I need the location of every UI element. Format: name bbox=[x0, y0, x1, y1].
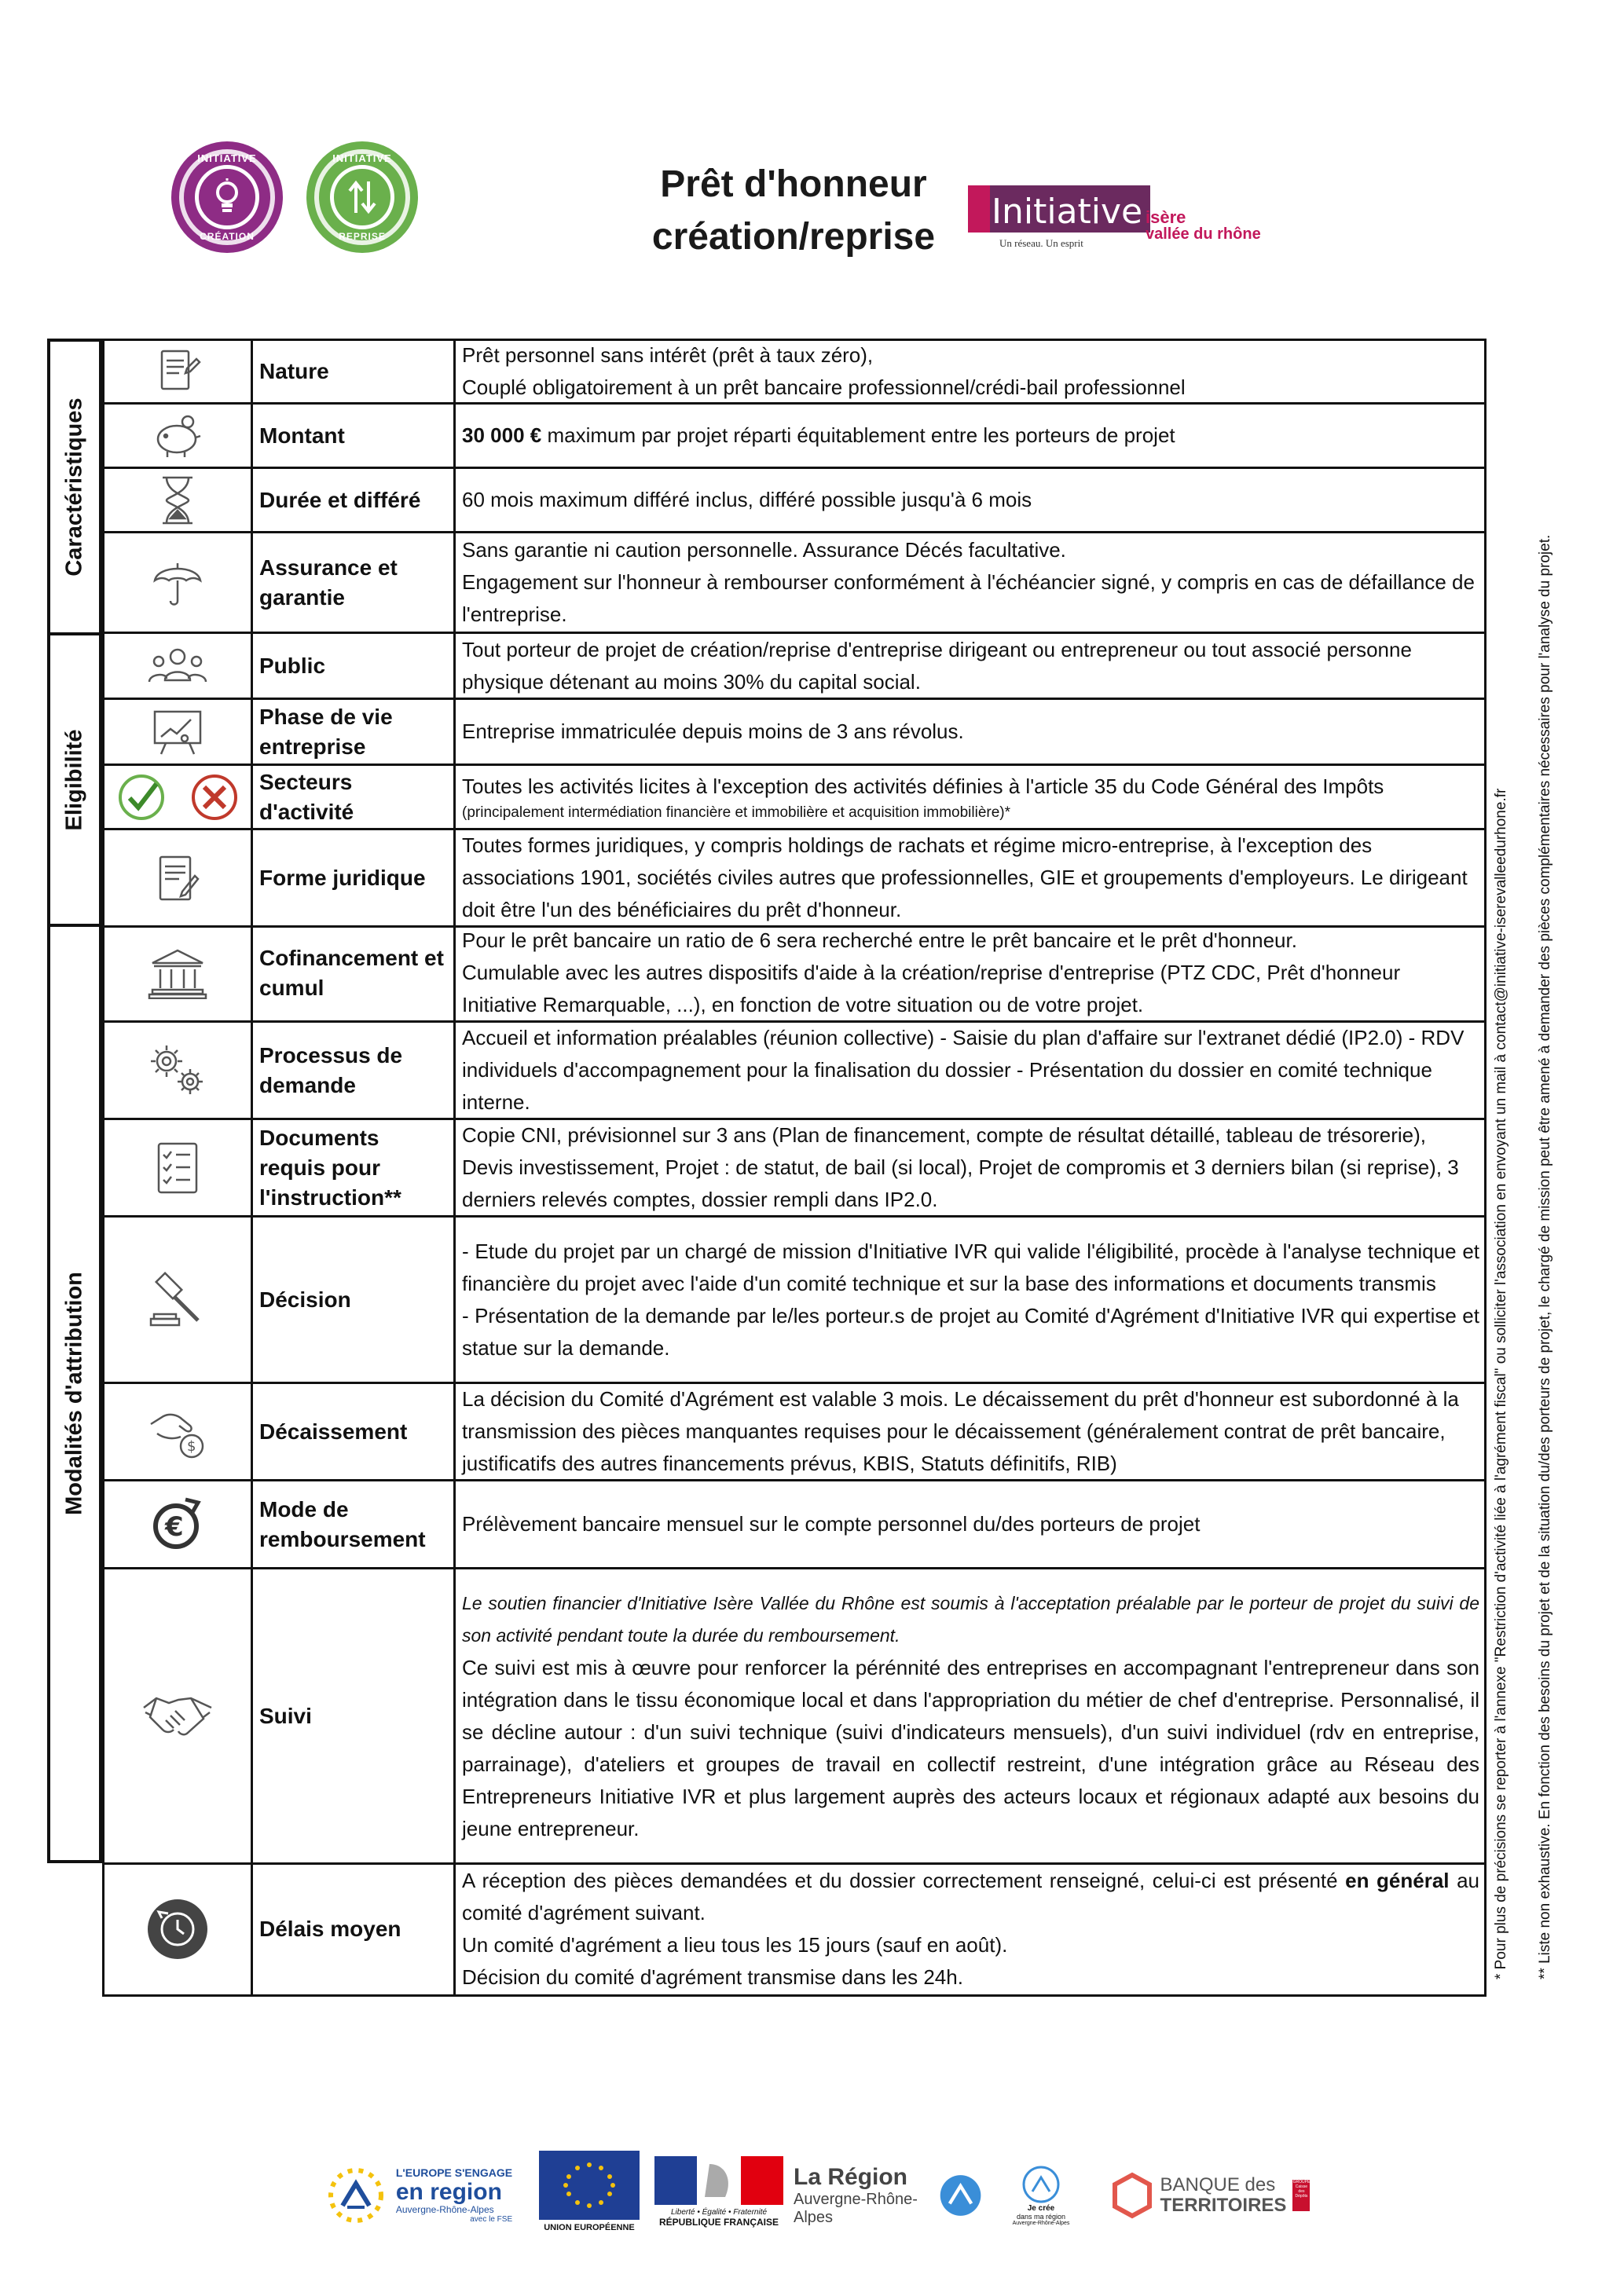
row-text-line: Un comité d'agrément a lieu tous les 15 jours (sauf en août). bbox=[462, 1932, 1008, 1957]
row-montant bbox=[102, 405, 1487, 469]
row-text bbox=[456, 1384, 1487, 1481]
row-label: Nature bbox=[253, 339, 456, 405]
row-text-line: Accueil et information préalables (réunion collective) - Saisie du plan d'affaire sur l'extranet dédié (IP2.0) - RDV individuels d'accompagnement pour la finalisation du dossier - Présentation du dossier en comité technique interne. bbox=[462, 1026, 1465, 1114]
row-text bbox=[456, 405, 1487, 469]
eu-flag-icon bbox=[539, 2151, 640, 2220]
svg-text:€: € bbox=[165, 1511, 184, 1543]
footer-text: dans ma région bbox=[1016, 2213, 1066, 2221]
eu-stars-icon bbox=[321, 2160, 391, 2231]
page-title-line1: Prêt d'honneur bbox=[660, 163, 927, 205]
delay-text-pre: A réception des pièces demandées et du dossier correctement renseigné, celui-ci est présenté bbox=[462, 1868, 1338, 1892]
hexagon-icon bbox=[1110, 2172, 1154, 2219]
row-text bbox=[456, 1481, 1487, 1569]
row-text-line: Pour le prêt bancaire un ratio de 6 sera recherché entre le prêt bancaire et le prêt d'honneur. bbox=[462, 928, 1297, 952]
row-secteurs bbox=[102, 766, 1487, 830]
footer-text: L'EUROPE S'ENGAGE bbox=[395, 2166, 513, 2179]
row-text-line: Engagement sur l'honneur à rembourser conformément à l'échéancier signé, y compris en cas de défaillance de l'entreprise. bbox=[462, 570, 1475, 626]
footer-logo-la-region bbox=[794, 2152, 982, 2239]
side-note-2: ** Liste non exhaustive. En fonction des besoins du projet et de la situation du/des porteurs de projet, le chargé de mission peut être amené à demander des pièces complémentaires nécessaires pour l'analyse du projet. bbox=[1537, 534, 1553, 1979]
footer-text: GROUPE Caisse des Dépôts bbox=[1292, 2180, 1311, 2199]
row-text bbox=[456, 634, 1487, 700]
row-text bbox=[456, 1569, 1487, 1865]
side-note-1: * Pour plus de précisions se reporter à l'annexe "Restriction d'activité liée à l'agrément fiscal" ou solliciter l'association en envoyant un mail à contact@initiative-iserevalleedurhone.fr bbox=[1493, 788, 1509, 1979]
row-text bbox=[456, 925, 1487, 1023]
row-text-line: Copie CNI, prévisionnel sur 3 ans (Plan de financement, compte de résultat détaillé, tableau de trésorerie), Devis investissement, Projet : de statut, de bail (si local), Projet de compromis et 3 derniers bilan (si reprise), 3 derniers relevés comptes, dossier rempli dans IP2.0. bbox=[462, 1123, 1459, 1211]
lightbulb-icon bbox=[195, 165, 259, 229]
row-label: Processus de demande bbox=[253, 1023, 456, 1120]
piggy-bank-icon bbox=[102, 405, 253, 469]
gavel-icon bbox=[102, 1218, 253, 1384]
row-text-line: Prélèvement bancaire mensuel sur le compte personnel du/des porteurs de projet bbox=[462, 1512, 1201, 1536]
footer-text: en region bbox=[395, 2179, 502, 2206]
row-label: Phase de vie entreprise bbox=[253, 700, 456, 766]
presentation-board-icon bbox=[102, 700, 253, 766]
row-decision bbox=[102, 1218, 1487, 1384]
row-documents bbox=[102, 1120, 1487, 1218]
row-text bbox=[456, 1863, 1487, 1997]
row-text-line: Toutes formes juridiques, y compris holdings de rachats et régime micro-entreprise, à l'exception des associations 1901, sociétés civiles autres que professionnelles, GIE et groupements d'employeurs. Le dirigeant doit être l'un des bénéficiaires du prêt d'honneur. bbox=[462, 833, 1468, 921]
bank-building-icon bbox=[102, 925, 253, 1023]
badge-top-text: INITIATIVE bbox=[197, 152, 257, 164]
logo-isere: isère bbox=[1146, 207, 1186, 227]
logo-tagline: Un réseau. Un esprit bbox=[999, 237, 1083, 249]
amount-value: 30 000 € bbox=[462, 423, 542, 447]
row-text-line: maximum par projet réparti équitablement entre les porteurs de projet bbox=[547, 423, 1175, 447]
logo-vallee: vallée du rhône bbox=[1146, 225, 1261, 243]
row-label: Forme juridique bbox=[253, 830, 456, 928]
page-title-line2: création/reprise bbox=[651, 216, 936, 258]
row-text bbox=[456, 766, 1487, 830]
legal-document-icon bbox=[102, 830, 253, 928]
row-label: Documents requis pour l'instruction** bbox=[253, 1120, 456, 1218]
footer-text: TERRITOIRES bbox=[1160, 2195, 1287, 2216]
delay-text-bold: en général bbox=[1345, 1868, 1450, 1892]
row-assurance bbox=[102, 533, 1487, 634]
section-modalites bbox=[47, 924, 102, 1863]
row-label: Décision bbox=[253, 1218, 456, 1384]
row-text-line: Tout porteur de projet de création/reprise d'entreprise dirigeant ou entrepreneur ou tout associé personne physique détenant au moins 30% du capital social. bbox=[462, 637, 1412, 694]
row-duree bbox=[102, 469, 1487, 533]
up-down-arrows-icon bbox=[330, 165, 394, 229]
row-label: Durée et différé bbox=[253, 469, 456, 533]
row-text-line: Couplé obligatoirement à un prêt bancaire professionnel/crédi-bail professionnel bbox=[462, 375, 1186, 399]
row-text-line: - Présentation de la demande par le/les porteur.s de projet au Comité d'Agrément d'Initiative IVR qui expertise et statue sur la demande. bbox=[462, 1303, 1479, 1360]
marianne-flag-icon bbox=[654, 2156, 783, 2205]
section-label: Modalités d'attribution bbox=[61, 1272, 87, 1515]
row-text bbox=[456, 533, 1487, 634]
clock-icon bbox=[102, 1863, 253, 1997]
checklist-icon bbox=[102, 1120, 253, 1218]
row-nature bbox=[102, 339, 1487, 405]
badge-bottom-text: REPRISE bbox=[339, 231, 386, 242]
initiative-creation-badge bbox=[171, 141, 283, 253]
row-italic-text: Le soutien financier d'Initiative Isère Vallée du Rhône est soumis à l'acceptation préalable par le porteur de projet du suivi de son activité pendant toute la durée du remboursement. bbox=[462, 1592, 1479, 1646]
row-text bbox=[456, 830, 1487, 928]
people-group-icon bbox=[102, 634, 253, 700]
je-cree-icon bbox=[1021, 2165, 1061, 2204]
euro-cycle-icon bbox=[102, 1481, 253, 1569]
row-cofinancement bbox=[102, 925, 1487, 1023]
footer-text: UNION EUROPÉENNE bbox=[544, 2223, 635, 2232]
delay-text-post: au comité d'agrément suivant. bbox=[462, 1868, 1479, 1924]
badge-bottom-text: CRÉATION bbox=[200, 231, 255, 242]
row-decaissement bbox=[102, 1384, 1487, 1481]
footer-logo-europe-region bbox=[314, 2152, 519, 2239]
footer-text: Auvergne-Rhône-Alpes bbox=[395, 2204, 494, 2216]
footer-logo-republique bbox=[652, 2144, 786, 2239]
document-pen-icon bbox=[102, 339, 253, 405]
green-check-icon bbox=[117, 773, 166, 822]
row-text-line: - Etude du projet par un chargé de mission d'Initiative IVR qui valide l'éligibilité, procède à l'analyse technique et financière du projet avec l'aide d'un comité technique et sur la base des informations et documents transmis bbox=[462, 1239, 1479, 1295]
row-text bbox=[456, 469, 1487, 533]
footer-text: Liberté • Égalité • Fraternité bbox=[670, 2207, 768, 2217]
footer-text: Je crée bbox=[1027, 2204, 1055, 2213]
region-mountain-icon bbox=[939, 2170, 982, 2221]
row-text bbox=[456, 700, 1487, 766]
section-label: Caractéristiques bbox=[61, 397, 87, 577]
row-label: Délais moyen bbox=[253, 1863, 456, 1997]
row-label: Cofinancement et cumul bbox=[253, 925, 456, 1023]
logo-word: Initiative bbox=[992, 192, 1143, 232]
initiative-reprise-badge bbox=[306, 141, 418, 253]
row-label: Assurance et garantie bbox=[253, 533, 456, 634]
check-cross-icon bbox=[102, 766, 253, 830]
footer-logo-union-europeenne bbox=[534, 2144, 644, 2239]
row-text-line: Toutes les activités licites à l'exception des activités définies à l'article 35 du Code Général des Impôts bbox=[462, 774, 1384, 798]
row-text bbox=[456, 1120, 1487, 1218]
row-text-line: La décision du Comité d'Agrément est valable 3 mois. Le décaissement du prêt d'honneur est subordonné à la transmission des pièces manquantes requises pour le décaissement (généralement contrat de prêt bancaire, justificatifs des autres financements prévus, KBIS, Statuts définitifs, RIB) bbox=[462, 1387, 1459, 1475]
row-suivi bbox=[102, 1569, 1487, 1865]
red-cross-icon bbox=[190, 773, 239, 822]
row-text bbox=[456, 1023, 1487, 1120]
row-mode-remboursement bbox=[102, 1481, 1487, 1569]
row-text-line: 60 mois maximum différé inclus, différé possible jusqu'à 6 mois bbox=[462, 488, 1032, 511]
row-text-line: Entreprise immatriculée depuis moins de 3 ans révolus. bbox=[462, 720, 964, 743]
row-text-line: Ce suivi est mis à œuvre pour renforcer la pérénnité des entreprises en accompagnant l'entrepreneur dans son intégration dans le tissu économique local et dans l'appropriation du métier de chef d'entreprise. Personnalisé, il se décline autour : d'un suivi technique (suivi d'indicateurs mensuels), d'un suivi individuel (rdv en entreprise, parrainage), d'ateliers et groupes de travail en collectif restreint, d'une intégration grâce au Réseau des Entrepreneurs Initiative IVR et plus largement auprès des acteurs locaux et régionaux adapté aux besoins du jeune entrepreneur. bbox=[462, 1655, 1479, 1840]
row-label: Montant bbox=[253, 405, 456, 469]
row-text-line: Cumulable avec les autres dispositifs d'aide à la création/reprise d'entreprise (PTZ CDC, Prêt d'honneur Initiative Remarquable, ...), en fonction de votre situation ou de votre projet. bbox=[462, 961, 1401, 1016]
svg-text:$: $ bbox=[187, 1437, 196, 1455]
row-forme-juridique bbox=[102, 830, 1487, 928]
hourglass-icon bbox=[102, 469, 253, 533]
footer-text: La Région bbox=[794, 2163, 908, 2190]
row-text-line: Prêt personnel sans intérêt (prêt à taux zéro), bbox=[462, 343, 874, 367]
row-text-line: Décision du comité d'agrément transmise dans les 24h. bbox=[462, 1965, 963, 1989]
row-text bbox=[456, 339, 1487, 405]
row-label: Suivi bbox=[253, 1569, 456, 1865]
footer-text: Auvergne-Rhône-Alpes bbox=[1012, 2221, 1070, 2226]
umbrella-icon bbox=[102, 533, 253, 634]
badge-top-text: INITIATIVE bbox=[332, 152, 392, 164]
hand-money-icon bbox=[102, 1384, 253, 1481]
row-phase-vie bbox=[102, 700, 1487, 766]
section-label: Eligibilité bbox=[61, 729, 87, 830]
gears-icon bbox=[102, 1023, 253, 1120]
footer-logo-je-cree bbox=[998, 2152, 1084, 2239]
row-delais bbox=[102, 1863, 1487, 1997]
row-text bbox=[456, 1218, 1487, 1384]
handshake-icon bbox=[102, 1569, 253, 1865]
section-eligibilite bbox=[47, 632, 102, 927]
row-text-line: Sans garantie ni caution personnelle. Assurance Décés facultative. bbox=[462, 538, 1066, 562]
footer-caisse-depots bbox=[1292, 2180, 1310, 2211]
section-caracteristiques bbox=[47, 339, 102, 635]
row-note: (principalement intermédiation financière et immobilière et acquisition immobilière)* bbox=[462, 804, 1011, 821]
row-label: Secteurs d'activité bbox=[253, 766, 456, 830]
row-public bbox=[102, 634, 1487, 700]
row-label: Mode de remboursement bbox=[253, 1481, 456, 1569]
footer-text: avec le FSE bbox=[470, 2215, 513, 2225]
footer-text: RÉPUBLIQUE FRANÇAISE bbox=[658, 2216, 779, 2228]
row-processus bbox=[102, 1023, 1487, 1120]
row-label: Public bbox=[253, 634, 456, 700]
footer-text: BANQUE des bbox=[1160, 2173, 1276, 2195]
footer-text: Auvergne-Rhône-Alpes bbox=[794, 2191, 918, 2227]
row-label: Décaissement bbox=[253, 1384, 456, 1481]
footer-logo-banque-territoires bbox=[1092, 2156, 1328, 2235]
